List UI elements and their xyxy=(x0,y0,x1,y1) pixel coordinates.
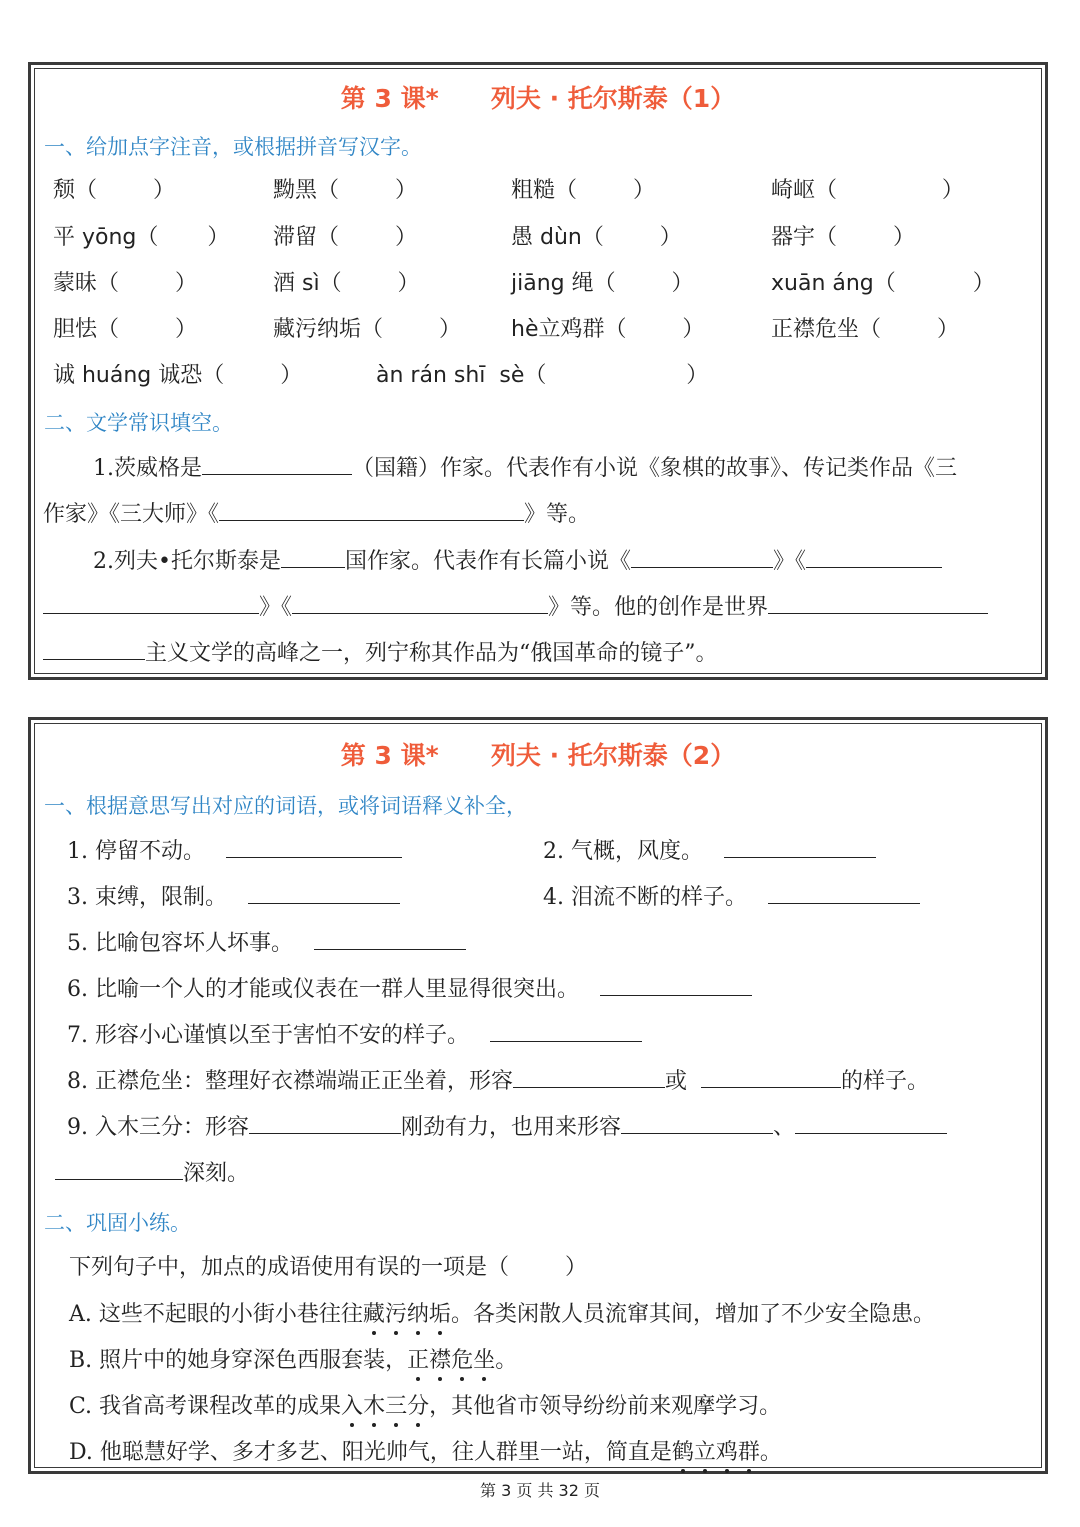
answer-blank[interactable] xyxy=(292,591,548,614)
vocab-item-3: 3. 束缚，限制。 xyxy=(67,880,400,911)
vocab-item-1: 1. 停留不动。 xyxy=(67,834,402,865)
page-footer: 第 3 页 共 32 页 xyxy=(480,1481,600,1500)
answer-blank[interactable] xyxy=(768,881,920,904)
answer-blank[interactable] xyxy=(314,927,466,950)
answer-blank[interactable] xyxy=(600,973,752,996)
answer-blank[interactable] xyxy=(701,1065,841,1088)
pinyin-item: 黝黑（ ） xyxy=(273,178,417,203)
answer-blank[interactable] xyxy=(768,591,988,614)
lesson-2-section-2-heading: 二、巩固小练。 xyxy=(44,1211,191,1235)
answer-blank[interactable] xyxy=(631,545,773,568)
pinyin-item: 粗糙（ ） xyxy=(511,178,655,203)
dotted-idiom: 鹤立鸡群 xyxy=(672,1440,760,1465)
answer-blank[interactable] xyxy=(724,835,876,858)
answer-blank[interactable] xyxy=(202,452,352,475)
answer-blank[interactable] xyxy=(490,1019,642,1042)
answer-blank[interactable] xyxy=(43,591,259,614)
vocab-item-8: 8. 正襟危坐：整理好衣襟端端正正坐着，形容 或 的样子。 xyxy=(67,1064,929,1095)
literature-question-2: 2.列夫•托尔斯泰是 国作家。代表作有长篇小说《 》《 xyxy=(93,544,942,575)
vocab-item-9-cont: 深刻。 xyxy=(55,1156,249,1187)
option-b[interactable]: B. 照片中的她身穿深色西服套装，正襟危坐。 xyxy=(69,1343,517,1374)
literature-question-2-cont: 》《 》等。他的创作是世界 xyxy=(43,590,988,621)
lesson-2-card xyxy=(28,717,1048,1474)
lesson-1-section-2-heading: 二、文学常识填空。 xyxy=(44,411,233,435)
pinyin-item: 诚 huáng 诚恐（ ） xyxy=(53,363,303,388)
vocab-item-9: 9. 入木三分：形容 刚劲有力，也用来形容 、 xyxy=(67,1110,947,1141)
pinyin-item: 蒙昧（ ） xyxy=(53,271,197,296)
pinyin-item: xuān áng（ ） xyxy=(771,271,995,296)
pinyin-item: 酒 sì（ ） xyxy=(273,271,420,296)
pinyin-item: 胆怯（ ） xyxy=(53,317,197,342)
answer-blank[interactable] xyxy=(806,545,942,568)
pinyin-item: àn rán shī sè（ ） xyxy=(376,363,709,388)
literature-question-1: 1.茨威格是 （国籍）作家。代表作有小说《象棋的故事》、传记类作品《三 xyxy=(93,451,957,482)
answer-blank[interactable] xyxy=(219,498,524,521)
practice-question: 下列句子中，加点的成语使用有误的一项是（ ） xyxy=(69,1255,587,1280)
option-c[interactable]: C. 我省高考课程改革的成果入木三分，其他省市领导纷纷前来观摩学习。 xyxy=(69,1389,781,1420)
answer-blank[interactable] xyxy=(249,1111,401,1134)
dotted-idiom: 藏污纳垢 xyxy=(363,1302,451,1327)
answer-blank[interactable] xyxy=(43,637,145,660)
pinyin-item: 藏污纳垢（ ） xyxy=(273,317,461,342)
lesson-2-title: 第 3 课* 列夫 · 托尔斯泰（2） xyxy=(340,741,736,770)
dotted-idiom: 正襟危坐 xyxy=(407,1348,495,1373)
vocab-item-6: 6. 比喻一个人的才能或仪表在一群人里显得很突出。 xyxy=(67,972,752,1003)
vocab-item-7: 7. 形容小心谨慎以至于害怕不安的样子。 xyxy=(67,1018,642,1049)
pinyin-item: 颓（ ） xyxy=(53,178,175,203)
dotted-idiom: 入木三分 xyxy=(341,1394,429,1419)
answer-blank[interactable] xyxy=(621,1111,773,1134)
answer-blank[interactable] xyxy=(513,1065,665,1088)
option-d[interactable]: D. 他聪慧好学、多才多艺、阳光帅气，往人群里一站，简直是鹤立鸡群。 xyxy=(69,1435,782,1466)
answer-blank[interactable] xyxy=(226,835,402,858)
pinyin-item: 愚 dùn（ ） xyxy=(511,225,682,250)
option-a[interactable]: A. 这些不起眼的小街小巷往往藏污纳垢。各类闲散人员流窜其间，增加了不少安全隐患。 xyxy=(69,1297,935,1328)
pinyin-item: 平 yōng（ ） xyxy=(53,225,230,250)
vocab-item-5: 5. 比喻包容坏人坏事。 xyxy=(67,926,466,957)
lesson-1-title: 第 3 课* 列夫 · 托尔斯泰（1） xyxy=(340,84,736,113)
pinyin-item: 崎岖（ ） xyxy=(771,178,964,203)
answer-blank[interactable] xyxy=(795,1111,947,1134)
lesson-1-card xyxy=(28,62,1048,680)
pinyin-item: jiāng 绳（ ） xyxy=(511,271,694,296)
pinyin-item: hè立鸡群（ ） xyxy=(511,317,705,342)
answer-blank[interactable] xyxy=(281,545,345,568)
literature-question-2-cont: 主义文学的高峰之一，列宁称其作品为“俄国革命的镜子”。 xyxy=(43,636,718,667)
vocab-item-2: 2. 气概，风度。 xyxy=(543,834,876,865)
literature-question-1-cont: 作家》《三大师》《 》等。 xyxy=(43,497,590,528)
pinyin-item: 滞留（ ） xyxy=(273,225,417,250)
pinyin-item: 器宇（ ） xyxy=(771,225,915,250)
lesson-1-section-1-heading: 一、给加点字注音，或根据拼音写汉字。 xyxy=(44,135,422,159)
answer-blank[interactable] xyxy=(55,1157,183,1180)
vocab-item-4: 4. 泪流不断的样子。 xyxy=(543,880,920,911)
answer-blank[interactable] xyxy=(248,881,400,904)
pinyin-item: 正襟危坐（ ） xyxy=(771,317,959,342)
lesson-2-section-1-heading: 一、根据意思写出对应的词语，或将词语释义补全， xyxy=(44,794,527,818)
